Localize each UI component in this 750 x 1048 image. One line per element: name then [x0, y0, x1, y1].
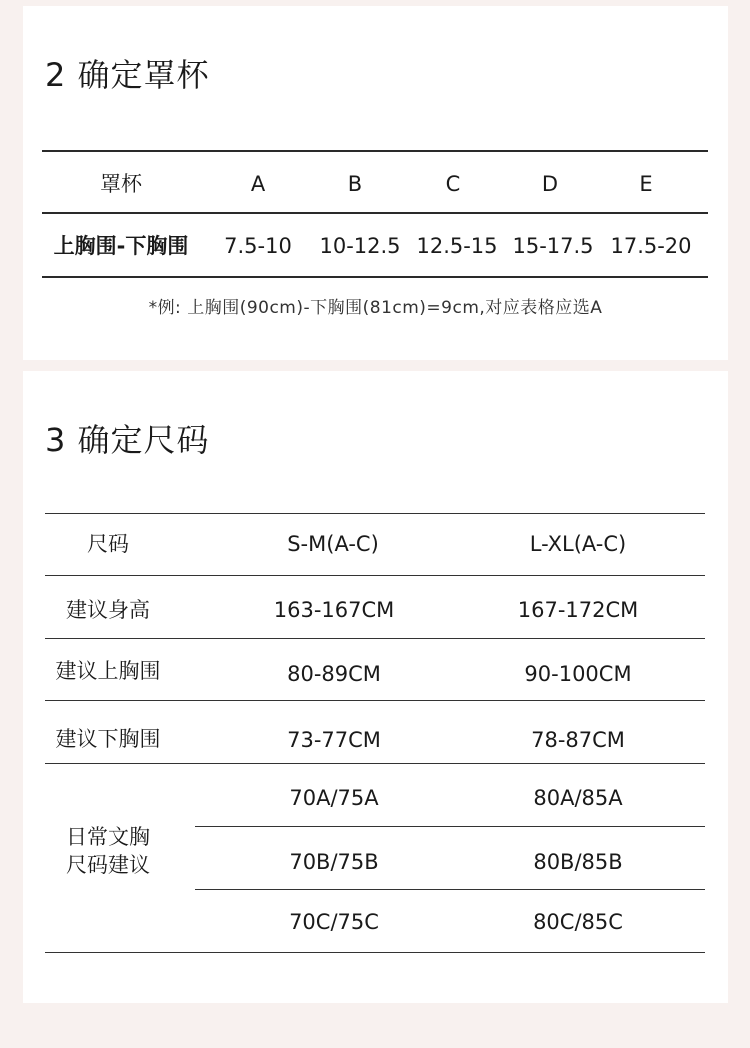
cup-header-label: 罩杯 — [100, 172, 142, 196]
size-header-lxl: L-XL(A-C) — [529, 532, 627, 556]
cup-header-a: A — [250, 172, 266, 196]
daily-rule-2 — [195, 889, 705, 890]
daily-b-lxl: 80B/85B — [533, 850, 623, 874]
size-header-label: 尺码 — [87, 532, 129, 556]
size-table-bottom-rule — [45, 952, 705, 953]
size-rule-2 — [45, 638, 705, 639]
daily-rule-1 — [195, 826, 705, 827]
size-rule-1 — [45, 575, 705, 576]
under-bust-lxl: 78-87CM — [531, 728, 625, 752]
upper-bust-label: 建议上胸围 — [55, 659, 161, 683]
cup-header-e: E — [639, 172, 653, 196]
cup-row-label: 上胸围-下胸围 — [53, 234, 189, 258]
cup-table-top-rule — [42, 150, 708, 152]
cup-section-card — [23, 6, 728, 360]
size-section-title: 3 确定尺码 — [45, 421, 210, 459]
cup-example-note: *例: 上胸围(90cm)-下胸围(81cm)=9cm,对应表格应选A — [148, 298, 603, 318]
cup-header-c: C — [445, 172, 461, 196]
daily-c-lxl: 80C/85C — [533, 910, 623, 934]
cup-header-b: B — [347, 172, 363, 196]
upper-bust-lxl: 90-100CM — [524, 662, 632, 686]
cup-header-d: D — [541, 172, 559, 196]
daily-c-sm: 70C/75C — [289, 910, 379, 934]
cup-section-title: 2 确定罩杯 — [45, 56, 210, 94]
cup-value-a: 7.5-10 — [224, 234, 292, 258]
daily-b-sm: 70B/75B — [289, 850, 379, 874]
under-bust-sm: 73-77CM — [287, 728, 381, 752]
size-rule-3 — [45, 700, 705, 701]
height-label: 建议身高 — [66, 598, 150, 622]
cup-value-c: 12.5-15 — [416, 234, 498, 258]
cup-value-b: 10-12.5 — [319, 234, 401, 258]
size-table-top-rule — [45, 513, 705, 514]
size-section-card — [23, 371, 728, 1003]
cup-table-bottom-rule — [42, 276, 708, 278]
daily-bra-label: 日常文胸 尺码建议 — [66, 825, 150, 877]
size-rule-4 — [45, 763, 705, 764]
cup-table-mid-rule — [42, 212, 708, 214]
daily-a-sm: 70A/75A — [289, 786, 379, 810]
under-bust-label: 建议下胸围 — [55, 727, 161, 751]
daily-a-lxl: 80A/85A — [533, 786, 623, 810]
cup-value-d: 15-17.5 — [512, 234, 594, 258]
upper-bust-sm: 80-89CM — [287, 662, 381, 686]
size-header-sm: S-M(A-C) — [287, 532, 379, 556]
height-lxl: 167-172CM — [517, 598, 639, 622]
cup-value-e: 17.5-20 — [610, 234, 692, 258]
height-sm: 163-167CM — [273, 598, 395, 622]
